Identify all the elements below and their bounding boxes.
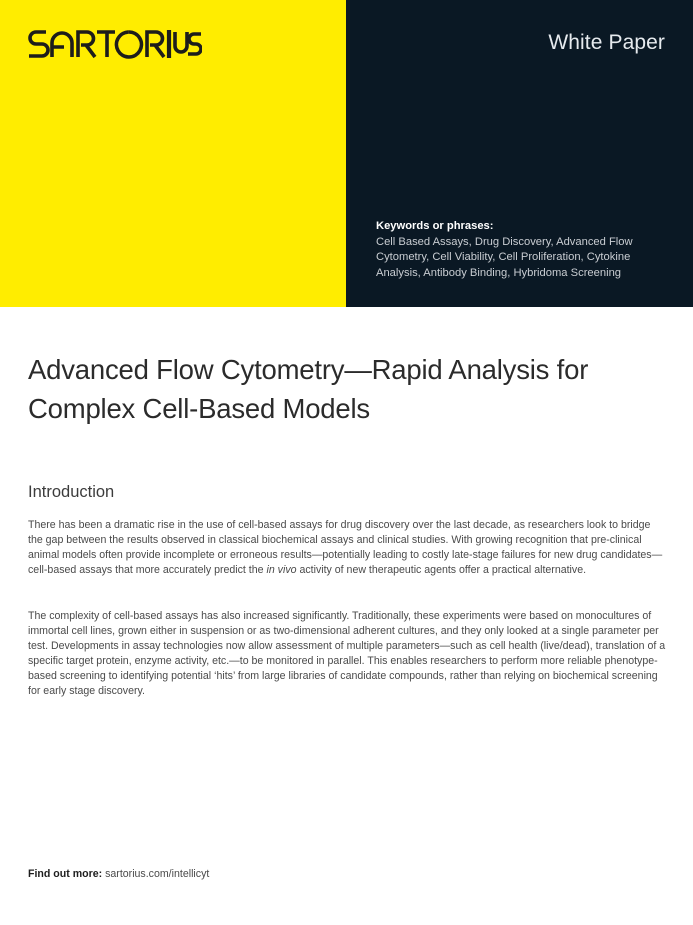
info-panel [346, 0, 693, 307]
intro-paragraph-2: The complexity of cell-based assays has also increased significantly. Traditionally, these experiments were based on monocultures of immortal cell lines, grown either in suspension or as two-dimensional adherent cultures, and they only looked at a single parameter per test. Developments in assay technologies now allow assessment of multiple parameters—such as cell health (live/dead), translation of a specific target protein, enzyme activity, etc.—to be monitored in parallel. This enables researchers to perform more reliable phenotype-based screening to identifying potential ‘hits’ from large libraries of candidate compounds, rather than relying on biochemical screening for early stage discovery. [28, 610, 666, 698]
footer-label: Find out more: [28, 868, 103, 880]
footer-link[interactable]: sartorius.com/intellicyt [105, 868, 210, 880]
document-title: Advanced Flow Cytometry—Rapid Analysis for Complex Cell-Based Models [28, 354, 589, 424]
keywords-list: Cell Based Assays, Drug Discovery, Advanced Flow Cytometry, Cell Viability, Cell Proliferation, Cytokine Analysis, Antibody Binding, Hybridoma Screening [376, 235, 633, 279]
cover-header [0, 0, 693, 307]
brand-panel [0, 0, 346, 307]
keywords-title: Keywords or phrases: [376, 220, 494, 232]
document-type-label: White Paper [548, 31, 665, 54]
intro-paragraph-1 [28, 518, 668, 578]
footer-find-out-more [28, 868, 209, 880]
italic-term: in vivo [266, 564, 297, 577]
paragraph-text: There has been a dramatic rise in the use of cell-based assays for drug discovery over the last decade, as researchers look to bridge the gap between the results observed in classical biochemical assays and clinical studies. With growing recognition that pre-clinical animal models often provide incomplete or erroneous results—potentially leading to costly late-stage failures for new drug candidates—cell-based assays that more accurately predict the [28, 519, 663, 577]
keywords-block [376, 219, 676, 281]
section-heading-introduction: Introduction [28, 483, 115, 501]
paragraph-text: activity of new therapeutic agents offer a practical alternative. [296, 564, 587, 577]
sartorius-logo [28, 27, 202, 59]
sartorius-logo-icon [28, 27, 202, 59]
